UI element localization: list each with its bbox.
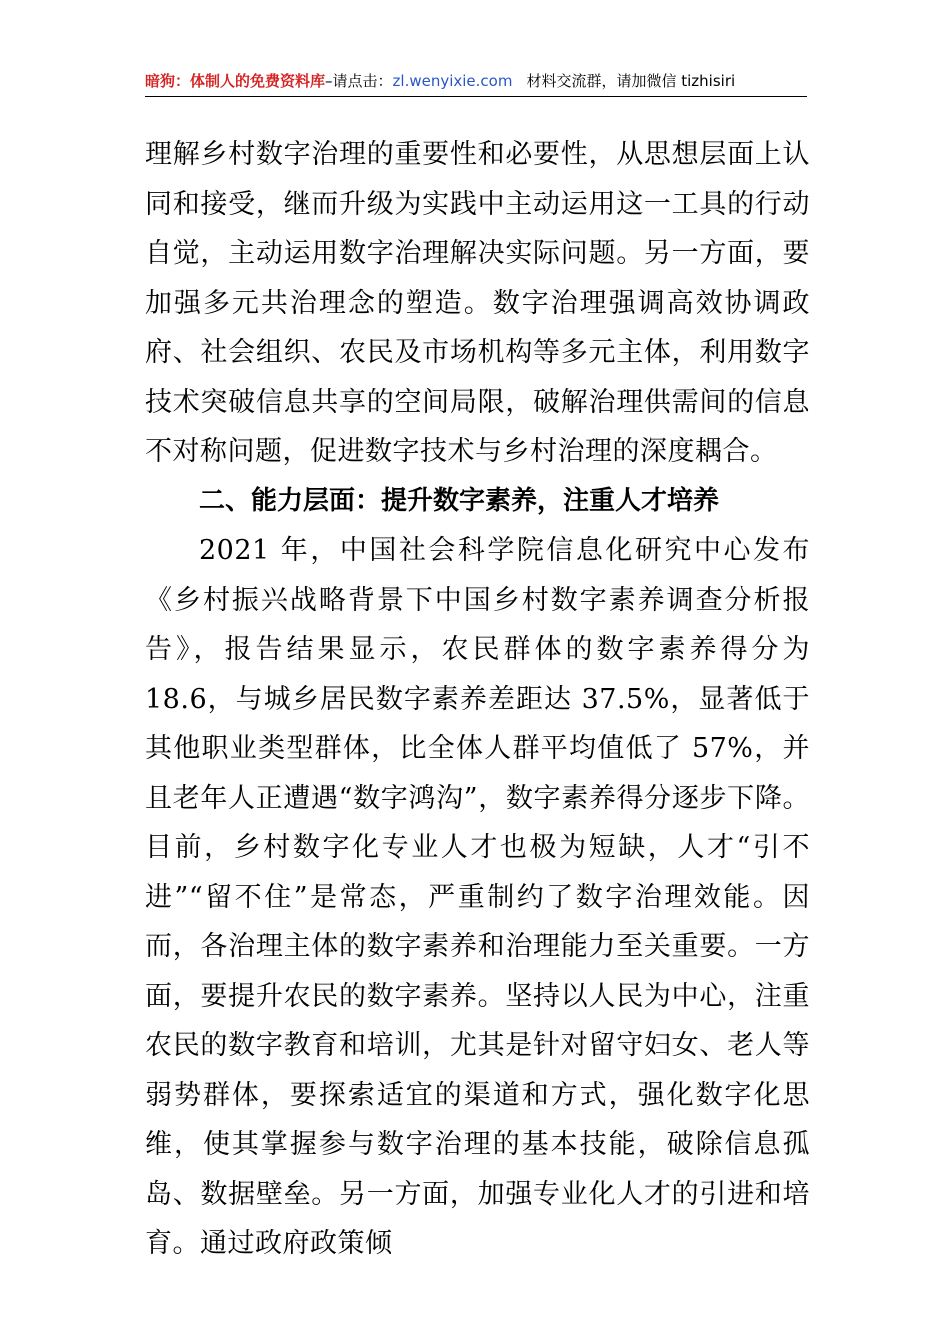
header-link[interactable]: zl.wenyixie.com (392, 72, 513, 90)
paragraph-report: 2021 年，中国社会科学院信息化研究中心发布《乡村振兴战略背景下中国乡村数字素养调查分析报告》，报告结果显示，农民群体的数字素养得分为 18.6，与城乡居民数字素养差距达 37.5%，显著低于其他职业类型群体，比全体人群平均值低了 57%，并且老年人正遭遇“数字鸿沟”，数字素养得分逐步下降。目前，乡村数字化专业人才也极为短缺，人才“引不进”“留不住”是常态，严重制约了数字治理效能。因而，各治理主体的数字素养和治理能力至关重要。一方面，要提升农民的数字素养。坚持以人民为中心，注重农民的数字教育和培训，尤其是针对留守妇女、老人等弱势群体，要探索适宜的渠道和方式，强化数字化思维，使其掌握参与数字治理的基本技能，破除信息孤岛、数据壁垒。另一方面，加强专业化人才的引进和培育。通过政府政策倾 (145, 535, 810, 1259)
section-heading: 二、能力层面：提升数字素养，注重人才培养 (199, 485, 720, 516)
header-prompt: –请点击： (325, 72, 393, 90)
paragraph-continued: 理解乡村数字治理的重要性和必要性，从思想层面上认同和接受，继而升级为实践中主动运用这一工具的行动自觉，主动运用数字治理解决实际问题。另一方面，要加强多元共治理念的塑造。数字治理强调高效协调政府、社会组织、农民及市场机构等多元主体，利用数字技术突破信息共享的空间局限，破解治理供需间的信息不对称问题，促进数字技术与乡村治理的深度耦合。 (145, 139, 810, 467)
page-header (145, 66, 807, 97)
document-body (145, 130, 810, 1269)
header-brand: 暗狗：体制人的免费资料库 (145, 72, 326, 90)
header-group-info: 材料交流群，请加微信 tizhisiri (526, 72, 736, 90)
